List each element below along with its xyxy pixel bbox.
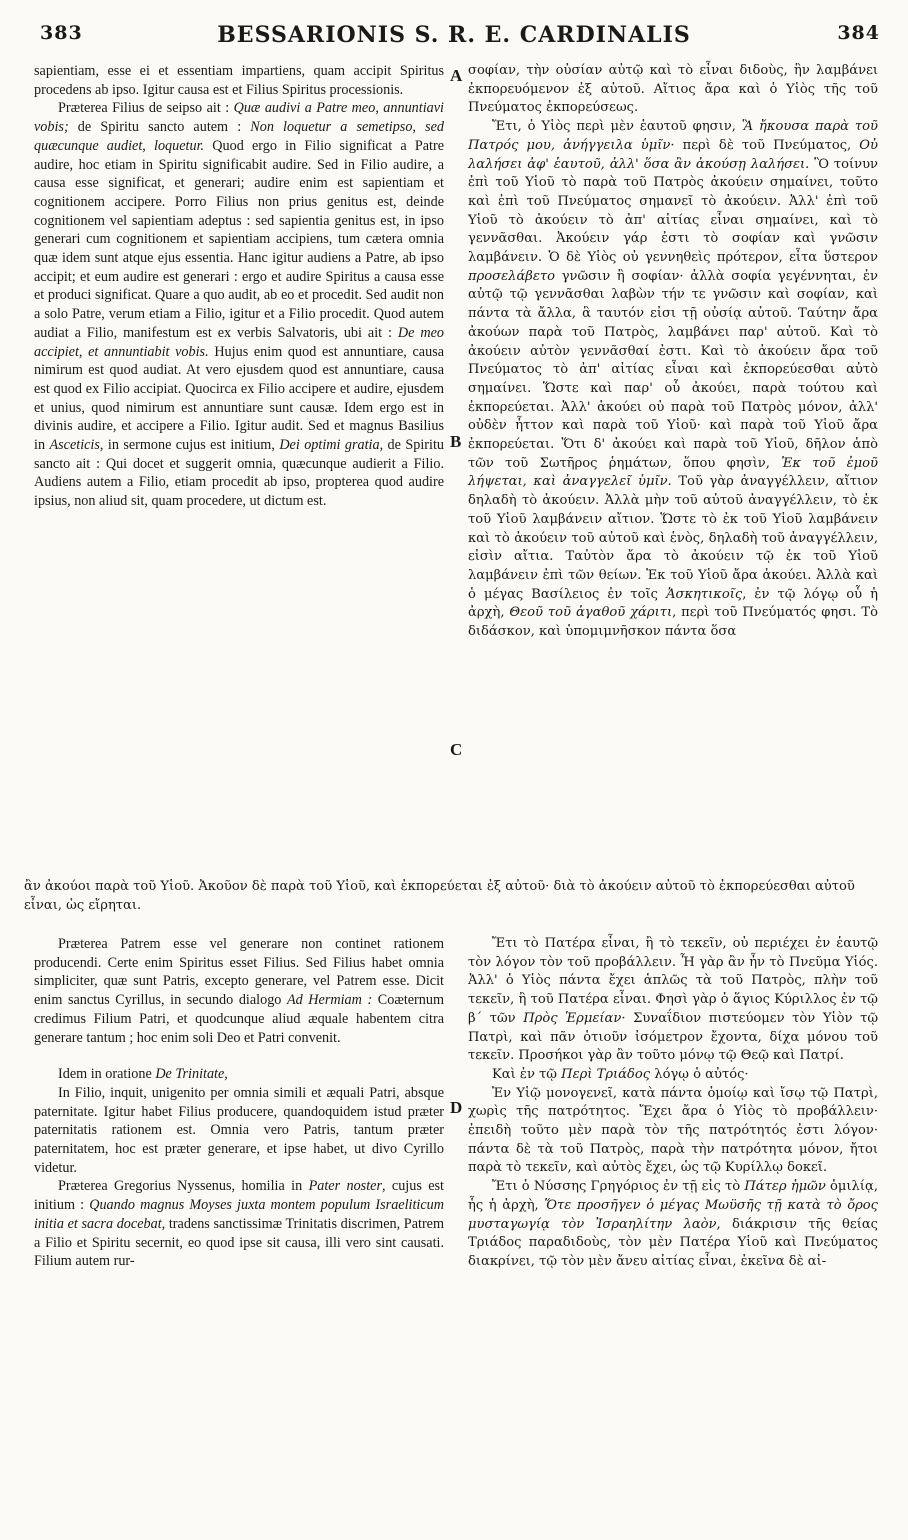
scripture-quote: De meo accipiet, et annuntiabit vobis. <box>34 324 444 360</box>
greek-paragraph: Ἔτι τὸ Πατέρα εἶναι, ἢ τὸ τεκεῖν, οὐ περιέχει ἐν ἑαυτῷ τὸν λόγον τὸν τοῦ προβάλλειν. Ἦ γὰρ ἂν ἦν τὸ Πνεῦμα Υἱός. Ἀλλ' ὁ Υἱὸς πάντα ἔχει ἁπλῶς τὰ τοῦ Πατρὸς, πλὴν τοῦ τεκεῖν, ἢ τοῦ Πατέρα εἶναι. Φησὶ γὰρ ὁ ἅγιος Κύριλλος ἐν τῷ β΄ τῶν Πρὸς Ἑρμείαν· Συναΐδιον πιστεύομεν τὸν Υἱὸν τῷ Πατρὶ, καὶ πᾶν ὁτιοῦν ἰσόμετρον ἔχοντα, δίχα μόνου τοῦ τεκεῖν. Προσήκοι γὰρ ἂν τοῦτο μόνῳ τῷ Θεῷ καὶ Πατρί. <box>468 936 878 1064</box>
greek-column-upper <box>468 62 878 642</box>
greek-paragraph: σοφίαν, τὴν οὐσίαν αὐτῷ καὶ τὸ εἶναι διδοὺς, ἣν λαμβάνει ἐκπορευόμενον ἐξ αὐτοῦ. Αἴτιος ἄρα καὶ ὁ Υἱὸς τῆς τοῦ Πνεύματος ἐκπορεύσεως. <box>468 63 878 116</box>
work-title: Περὶ Τριάδος <box>561 1066 651 1082</box>
scripture-quote: Non loquetur a semetipso, sed quæcunque audiet, loquetur. <box>34 119 444 154</box>
section-marker-a: A <box>450 66 463 85</box>
work-title: Θεοῦ τοῦ ἀγαθοῦ χάριτι <box>509 605 673 621</box>
greek-spillover-line: ἂν ἀκούοι παρὰ τοῦ Υἱοῦ. Ἀκοῦον δὲ παρὰ τοῦ Υἱοῦ, καὶ ἐκπορεύεται ἐξ αὐτοῦ· διὰ τὸ ἀκούειν αὐτοῦ τὸ ἐκπορεύεσθαι αὐτοῦ εἶναι, ὡς εἴρηται. <box>24 879 855 913</box>
quoted-word: προσελάβετο <box>468 268 556 284</box>
page-header <box>14 8 894 48</box>
scripture-quote: Οὐ λαλήσει ἀφ' ἑαυτοῦ, ἀλλ' ὅσα ἂν ἀκούσῃ λαλήσει. <box>468 137 878 172</box>
latin-paragraph: Præterea Patrem esse vel generare non continet rationem producendi. Certe enim Spiritus esset Filius. Sed Filius habet omnia simpliciter, quæ sunt Patris, excepto generare, vel Patrem esse. Dicit enim sanctus Cyrillus, in secundo dialogo Ad Hermiam : Coæternum credimus Filium Patri, et quodcunque aliud æquale habentem citra generare tantum ; hoc enim soli Deo et Patri convenit. <box>34 936 445 1046</box>
work-title: Ad Hermiam : <box>286 992 373 1009</box>
section-marker-d: D <box>450 1098 463 1117</box>
scripture-quote: Quæ audivi a Patre meo, annuntiavi vobis; <box>34 100 444 136</box>
work-title: Ἀσκητικοῖς <box>666 586 743 602</box>
greek-paragraph: Καὶ ἐν τῷ Περὶ Τριάδος λόγῳ ὁ αὐτός· <box>492 1066 749 1082</box>
scripture-quote: Ἃ ἤκουσα παρὰ τοῦ Πατρός μου, ἀνήγγειλα ὑμῖν· <box>468 119 878 153</box>
work-title: Dei optimi gratia <box>279 437 380 454</box>
greek-paragraph: Ἔτι ὁ Νύσσης Γρηγόριος ἐν τῇ εἰς τὸ Πάτερ ἡμῶν ὁμιλίᾳ, ἧς ἡ ἀρχὴ, Ὅτε προσῆγεν ὁ μέγας Μωϋσῆς τῇ κατὰ τὸ ὄρος μυσταγωγίᾳ τὸν Ἰσραηλίτην λαὸν, διάκρισιν τῆς θείας Τριάδος παραδιδοὺς, τὸν μὲν Πατέρα Υἱοῦ καὶ Πνεύματος διακρίνει, τῷ τὸν μὲν ἄνευ αἰτίας εἶναι, ἐκεῖνα δὲ αἰ- <box>468 1179 878 1269</box>
latin-paragraph: In Filio, inquit, unigenito per omnia simili et æquali Patri, absque paternitate. Igitur habet Filius producere, quandoquidem istud præter paternitatis rationem est. Omnia vero Patris, tantum præter paternitatem, hoc est præter generare, et ipse habet, ut divo Cyrillo videtur. <box>34 1084 444 1176</box>
latin-column-lower <box>34 935 444 1271</box>
running-title: BESSARIONIS S. R. E. CARDINALIS <box>217 22 691 48</box>
latin-paragraph: Idem in oratione De Trinitate, <box>58 1066 228 1083</box>
greek-paragraph: Ἐν Υἱῷ μονογενεῖ, κατὰ πάντα ὁμοίῳ καὶ ἴσῳ τῷ Πατρὶ, χωρὶς τῆς πατρότητος. Ἔχει ἄρα ὁ Υἱὸς τὸ προβάλλειν· ἐπειδὴ τοῦτο μὲν παρὰ τὸν τῆς πατρότητός ἐστι λόγον· πάντα δὲ τὰ τοῦ Πατρὸς, παρὰ τὴν πατρότητα μόνον, ἤτοι παρὰ τὸ τεκεῖν, καὶ αὐτὸς ἔχει, ὡς τῷ Κυρίλλῳ δοκεῖ. <box>468 1085 878 1176</box>
work-title: Pater noster <box>308 1178 382 1195</box>
section-marker-c: C <box>450 740 463 759</box>
greek-column-lower <box>468 935 878 1272</box>
work-title: Πρὸς Ἑρμείαν· <box>523 1010 626 1026</box>
latin-paragraph: Præterea Filius de seipso ait : Quæ audivi a Patre meo, annuntiavi vobis; de Spiritu sancto autem : Non loquetur a semetipso, sed quæcunque audiet, loquetur. Quod ergo in Filio significat a Patre audire, hoc etiam in Spiritu significabit audire. Sed in Filio audire, a causa esse significat, et generari; audire enim est sapientiam et cognitionem accipere. Porro Filius non prius genitus est, deinde cognitionem vel sapientiam adeptus : sed sapientia genitus est, in ipso generari cum cognitionem et sapientiam accipiens, tum cætera omnia quæ idem sunt atque ejus essentia. Hanc igitur audiens a Patre, ab ipso accipit; et eum audire est generari : ergo et audire Spiritus a causa esse et produci significat. Quare a quo audit, ab eo et procedit. Sed audit non a solo Patre, verum etiam a Filio, igitur et a Filio procedit. Quod autem audiat a Filio, manifestum est ex verbis Salvatoris, ubi ait : De meo accipiet, et annuntiabit vobis. Hujus enim quod est annuntiare, causa nimirum est quod audiat. At vero ejusdem quod est annuntiare, causa est quod ex Filio accipiat. Quocirca ex Filio accipere et audire, ejusdem et unius, quod nimirum est annuntiare sunt causæ. Idem ergo est in divinis audire, et accipere a Filio. Igitur audit. Sed et magnus Basilius in Asceticis, in sermone cujus est initium, Dei optimi gratia, de Spiritu sancto ait : Qui docet et suggerit omnia, quæcunque audierit a Filio. Audiens autem a Filio, etiam procedit ab ipso, propterea quod audire ipsius, non aliud sit, quam procedere, ut dictum est. <box>34 100 445 510</box>
latin-column-upper <box>34 62 444 511</box>
work-title: Πάτερ ἡμῶν <box>744 1179 826 1195</box>
work-title: Quando magnus Moyses juxta montem populum Israeliticum initia et sacra docebat <box>34 1197 444 1232</box>
left-page-number: 383 <box>40 22 83 44</box>
work-title: De Trinitate, <box>155 1066 228 1083</box>
right-page-number: 384 <box>837 22 880 44</box>
scripture-quote: Ὅτε προσῆγεν ὁ μέγας Μωϋσῆς τῇ κατὰ τὸ ὄρος μυσταγωγίᾳ τὸν Ἰσραηλίτην λαὸν <box>468 1197 878 1232</box>
latin-paragraph: Præterea Gregorius Nyssenus, homilia in Pater noster, cujus est initium : Quando magnus Moyses juxta montem populum Israeliticum initia et sacra docebat, tradens sanctissimæ Trinitatis discrimen, Patrem a Filio et Spiritu secernit, eo quod ipse sit causa, illi vero sint causati. Filium autem rur- <box>34 1178 444 1270</box>
latin-paragraph: sapientiam, esse ei et essentiam impartiens, quam accipit Spiritus procedens ab ipso. Igitur causa est et Filius Spiritus processionis. <box>34 63 444 98</box>
scripture-quote: Ἐκ τοῦ ἐμοῦ λήψεται, καὶ ἀναγγελεῖ ὑμῖν. <box>468 455 879 490</box>
greek-paragraph: Ἔτι, ὁ Υἱὸς περὶ μὲν ἑαυτοῦ φησιν, Ἃ ἤκουσα παρὰ τοῦ Πατρός μου, ἀνήγγειλα ὑμῖν· περὶ δὲ τοῦ Πνεύματος, Οὐ λαλήσει ἀφ' ἑαυτοῦ, ἀλλ' ὅσα ἂν ἀκούσῃ λαλήσει. Ὃ τοίνυν ἐπὶ τοῦ Υἱοῦ τὸ παρὰ τοῦ Πατρὸς ἀκούειν σημαίνει, τοῦτο καὶ ἐπὶ τοῦ Πνεύματος σημανεῖ τὸ ἀκούειν. Ἀλλ' ἐπὶ τοῦ Υἱοῦ τὸ ἀκούειν τὸ ἀπ' αἰτίας εἶναι σημαίνει, καὶ τὸ γεννᾶσθαι. Ἀκούειν γάρ ἐστι τὸ σοφίαν καὶ γνῶσιν λαμβάνειν. Ὁ δὲ Υἱὸς οὐ γεννηθεὶς πρότερον, εἶτα ὕστερον προσελάβετο γνῶσιν ἢ σοφίαν· ἀλλὰ σοφία γεγέννηται, ἐν αὐτῷ τῷ γεννᾶσθαι λαβὼν τήν τε γνῶσιν καὶ σοφίαν, καὶ πάντα τὰ ἄλλα, ἃ ταυτόν εἰσι τῇ οὐσίᾳ αὐτοῦ. Ταύτην ἄρα ἀκούων παρὰ τοῦ Πατρὸς, λαμβάνει παρ' αὐτοῦ. Καὶ τὸ ἀκούειν αὐτὸν γεννᾶσθαί ἐστι. Καὶ τὸ ἀκούειν ἄρα τοῦ Πνεύματος τὸ ἀπ' αἰτίας εἶναι καὶ ἐκπορεύεσθαι αὐτὸ σημαίνει. Ὥστε καὶ παρ' οὗ ἀκούει, παρὰ τούτου καὶ ἐκπορεύεται. Ἀλλ' ἀκούει οὐ παρὰ τοῦ Πατρὸς μόνον, ἀλλ' οὐδὲν ἧττον καὶ παρὰ τοῦ Υἱοῦ· καὶ παρὰ τοῦ Υἱοῦ ἄρα ἐκπορεύεται. Ὅτι δ' ἀκούει καὶ παρὰ τοῦ Υἱοῦ, δῆλον ἀπὸ τῶν τοῦ Σωτῆρος ῥημάτων, ὅπου φησὶν, Ἐκ τοῦ ἐμοῦ λήψεται, καὶ ἀναγγελεῖ ὑμῖν. Τοῦ γὰρ ἀναγγέλλειν, αἴτιον δηλαδὴ τὸ ἀκούειν. Ἀλλὰ μὴν τοῦ αὐτοῦ ἀναγγέλλειν, τὸ ἐκ τοῦ Υἱοῦ λαμβάνειν αἴτιον. Ὥστε τὸ ἐκ τοῦ Υἱοῦ λαμβάνειν καὶ τὸ ἀκούειν τοῦ αὐτοῦ καὶ ἑνὸς, δηλαδὴ τοῦ ἀναγγέλλειν, εἰσὶν αἴτια. Ταὐτὸν ἄρα τὸ ἀκούειν τῷ ἐκ τοῦ Υἱοῦ λαμβάνειν ἐπὶ τῶν θείων. Ἐκ τοῦ Υἱοῦ ἄρα ἀκούει. Ἀλλὰ καὶ ὁ μέγας Βασίλειος ἐν τοῖς Ἀσκητικοῖς, ἐν τῷ λόγῳ οὗ ἡ ἀρχὴ, Θεοῦ τοῦ ἀγαθοῦ χάριτι, περὶ τοῦ Πνεύματός φησι. Τὸ διδάσκον, καὶ ὑπομιμνῆσκον πάντα ὅσα <box>468 119 879 640</box>
work-title: Asceticis <box>49 437 100 454</box>
section-marker-b: B <box>450 432 462 451</box>
